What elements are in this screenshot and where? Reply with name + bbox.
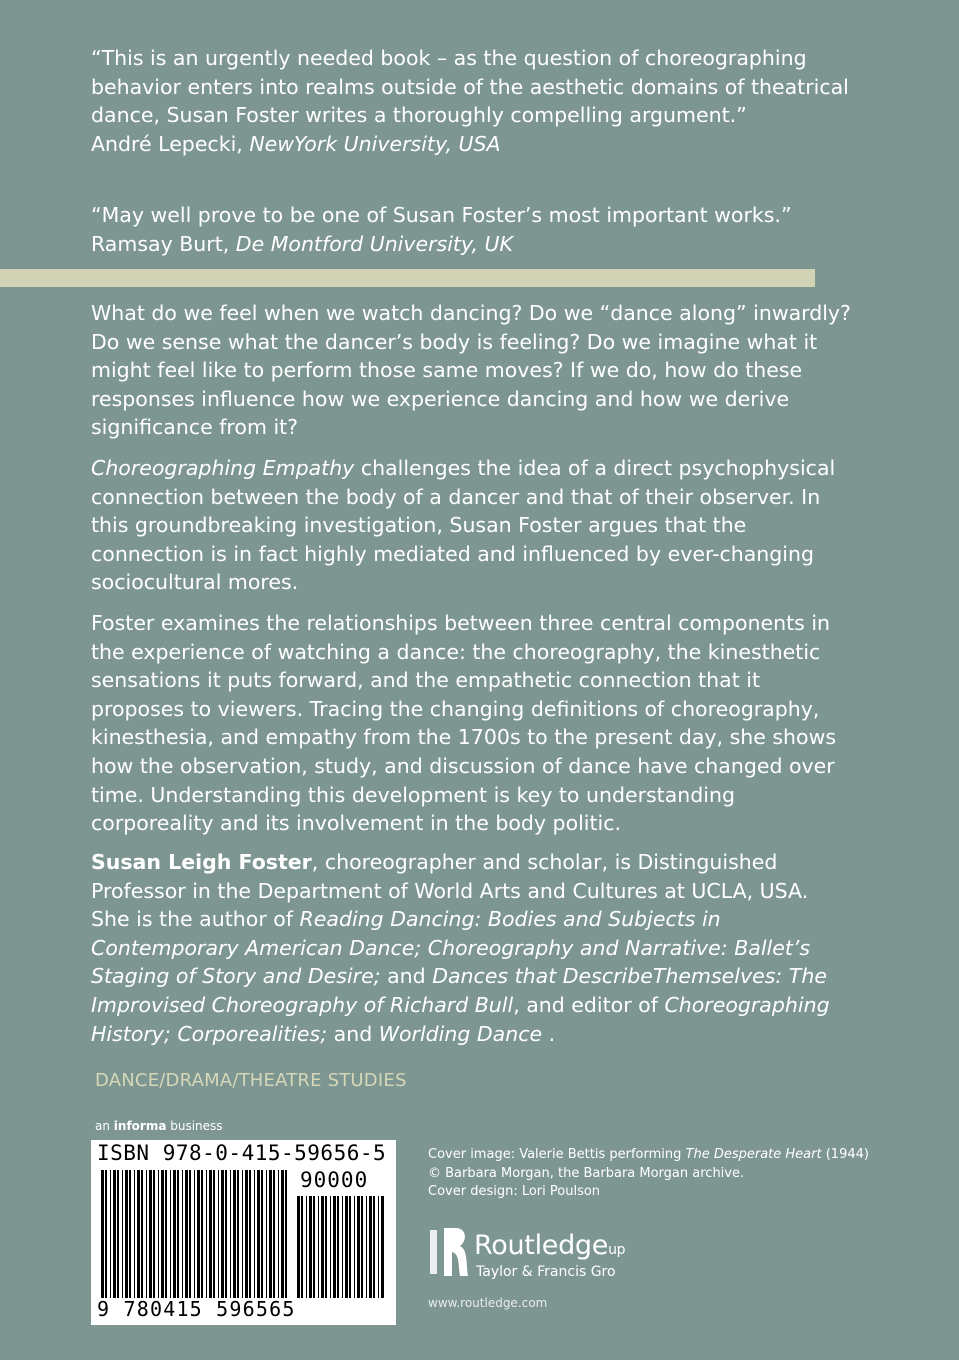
routledge-logo-icon [428, 1224, 470, 1286]
barcode-bar [273, 1170, 275, 1298]
barcode-bar [242, 1170, 243, 1298]
barcode-bar [349, 1196, 351, 1298]
barcode-bar [369, 1196, 372, 1298]
barcode-bar [357, 1196, 360, 1298]
credit-title: The Desperate Heart [685, 1147, 822, 1162]
quote-1-text: “This is an urgently needed book – as the question of choreographing behavior enters into realms outside of the aesthetic domains of theatrical dance, Susan Foster writes a thoroughly compelling argument.” [91, 46, 849, 128]
author-bio [91, 848, 851, 1048]
publisher-group: Taylor & Francis Gro [476, 1264, 616, 1280]
barcode-bar [278, 1170, 279, 1298]
bio-book-3: Choreographing History; Corporealities; [91, 992, 830, 1046]
barcode-bar [237, 1170, 239, 1298]
barcode-bar [285, 1170, 287, 1298]
quote-2-text: “May well prove to be one of Susan Foster’s most important works.” [91, 203, 792, 227]
cover-credits [428, 1146, 928, 1202]
blurb-paragraph-3: Foster examines the relationships between three central components in the experience of watching a dance: the choreography, the kinesthetic sensations it puts forward, and the empathetic connection that it proposes to viewers. Tracing the changing definitions of choreography, kinesthesia, and empathy from the 1700s to the present day, she shows how the observation, study, and discussion of dance have changed over time. Understanding this development is key to understanding corporeality and its involvement in the body politic. [91, 611, 837, 836]
barcode-bar [189, 1170, 191, 1298]
barcode-bar [321, 1196, 324, 1298]
price-addon-digits: 90000 [300, 1168, 369, 1192]
copyright-credit: © Barbara Morgan, the Barbara Morgan archive. [428, 1165, 745, 1181]
barcode-bar [110, 1170, 111, 1298]
book-title: Choreographing Empathy [91, 456, 355, 480]
barcode-bar [337, 1196, 339, 1298]
barcode-bar [297, 1196, 300, 1298]
barcode-bar [249, 1170, 251, 1298]
barcode-bar [378, 1196, 379, 1298]
ean-digits: 9 780415 596565 [97, 1297, 296, 1321]
bio-book-4: Worlding Dance [378, 1021, 543, 1046]
publisher-brand: Routledge [474, 1230, 609, 1261]
barcode-bar [125, 1170, 128, 1298]
quote-1-affiliation: NewYork University, USA [249, 131, 501, 156]
quote-2-author: Ramsay Burt, [91, 231, 230, 256]
barcode-bar [269, 1170, 272, 1298]
barcode-bar [213, 1170, 215, 1298]
barcode-bar [342, 1196, 343, 1298]
author-name: Susan Leigh Foster [91, 850, 312, 874]
bio-book-2: Dances that DescribeThemselves: The Improvised Choreography of Richard Bull [91, 964, 827, 1017]
barcode-bar [361, 1196, 363, 1298]
barcode-bar [201, 1170, 203, 1298]
barcode-bar [161, 1170, 164, 1298]
barcode-bar [306, 1196, 307, 1298]
publisher-url: www.routledge.com [428, 1296, 548, 1310]
blurb-paragraph-2-text: challenges the idea of a direct psychophysical connection between the body of a dancer and that of their observer. In this groundbreaking investigation, Susan Foster argues that the connection is in fact highly mediated and influenced by ever-changing sociocultural mores. [91, 456, 836, 595]
credit-prefix: Cover image: Valerie Bettis performing [428, 1147, 686, 1162]
bio-and-1: and [380, 964, 433, 989]
barcode-bar [185, 1170, 188, 1298]
isbn-label: ISBN 978-0-415-59656-5 [97, 1141, 387, 1165]
review-quote-1 [91, 44, 851, 158]
barcode-bar [254, 1170, 255, 1298]
barcode-bar [137, 1170, 140, 1298]
barcode-bar [281, 1170, 284, 1298]
barcode-bar [206, 1170, 207, 1298]
quote-1-attribution [91, 130, 851, 159]
barcode-bar [266, 1170, 267, 1298]
divider-band [0, 269, 815, 287]
design-credit: Cover design: Lori Poulson [428, 1184, 601, 1199]
blurb-paragraph-1: What do we feel when we watch dancing? Do we “dance along” inwardly? Do we sense what the dancer’s body is feeling? Do we imagine what it might feel like to perform those same moves? If we do, how do these responses influence how we experience dancing and how we derive significance from it? [91, 301, 851, 440]
barcode-bar [225, 1170, 227, 1298]
barcode-bar [101, 1170, 104, 1298]
barcode-bar [366, 1196, 367, 1298]
barcode-bar [197, 1170, 200, 1298]
barcode-bar [318, 1196, 319, 1298]
barcode-bar [233, 1170, 236, 1298]
barcode-bar [301, 1196, 303, 1298]
quote-2-affiliation: De Montford University, UK [235, 231, 513, 256]
barcode-bar [165, 1170, 167, 1298]
barcode-bar [117, 1170, 119, 1298]
barcode-bar [153, 1170, 155, 1298]
barcode-bar [146, 1170, 147, 1298]
bio-editor: , and editor of [513, 992, 665, 1017]
barcode-bar [354, 1196, 355, 1298]
barcode-bar [261, 1170, 263, 1298]
barcode-bar [209, 1170, 212, 1298]
barcode-bar [330, 1196, 331, 1298]
blurb-paragraph-2 [91, 454, 851, 597]
barcode-bar [113, 1170, 116, 1298]
barcode-bar [309, 1196, 312, 1298]
barcode-bar [245, 1170, 248, 1298]
barcode-bar [230, 1170, 231, 1298]
barcode-bar [129, 1170, 131, 1298]
subject-category: DANCE/DRAMA/THEATRE STUDIES [95, 1070, 407, 1091]
bio-end: . [542, 1021, 556, 1046]
bio-book-1: Reading Dancing: Bodies and Subjects in Contemporary American Dance; Choreography and Narrative: Ballet’s Staging of Story and Desire; [91, 907, 811, 989]
barcode-bar [149, 1170, 152, 1298]
barcode-bar [194, 1170, 195, 1298]
barcode-bar [221, 1170, 224, 1298]
informa-tagline [95, 1119, 223, 1133]
barcode-bar [141, 1170, 143, 1298]
barcode-bar [381, 1196, 384, 1298]
cover-image-credit [428, 1146, 928, 1165]
barcode-bar [333, 1196, 336, 1298]
barcode-bar [173, 1170, 176, 1298]
barcode-bar [373, 1196, 375, 1298]
publisher-name [474, 1230, 625, 1261]
barcode-bar [182, 1170, 183, 1298]
publisher-suffix: up [608, 1242, 626, 1258]
quote-2-attribution [91, 230, 851, 259]
barcode-bar [345, 1196, 348, 1298]
barcode-bar [177, 1170, 179, 1298]
barcode-bar [257, 1170, 260, 1298]
barcode-bar [105, 1170, 107, 1298]
barcode-bar [325, 1196, 327, 1298]
barcode-bar [170, 1170, 171, 1298]
informa-brand: informa [113, 1119, 167, 1133]
review-quote-2 [91, 201, 851, 258]
bio-and-2: and [327, 1021, 379, 1046]
informa-prefix: an [95, 1119, 114, 1133]
informa-suffix: business [166, 1119, 223, 1133]
barcode-bar [158, 1170, 159, 1298]
barcode-bar [122, 1170, 123, 1298]
quote-1-author: André Lepecki, [91, 131, 243, 156]
credit-year: (1944) [821, 1147, 869, 1162]
barcode-bar [313, 1196, 315, 1298]
bio-intro: , choreographer and scholar, is Distinguished Professor in the Department of World Arts and Cultures at UCLA, USA. She is the author of [91, 850, 809, 932]
barcode-bar [218, 1170, 219, 1298]
barcode-bar [134, 1170, 135, 1298]
